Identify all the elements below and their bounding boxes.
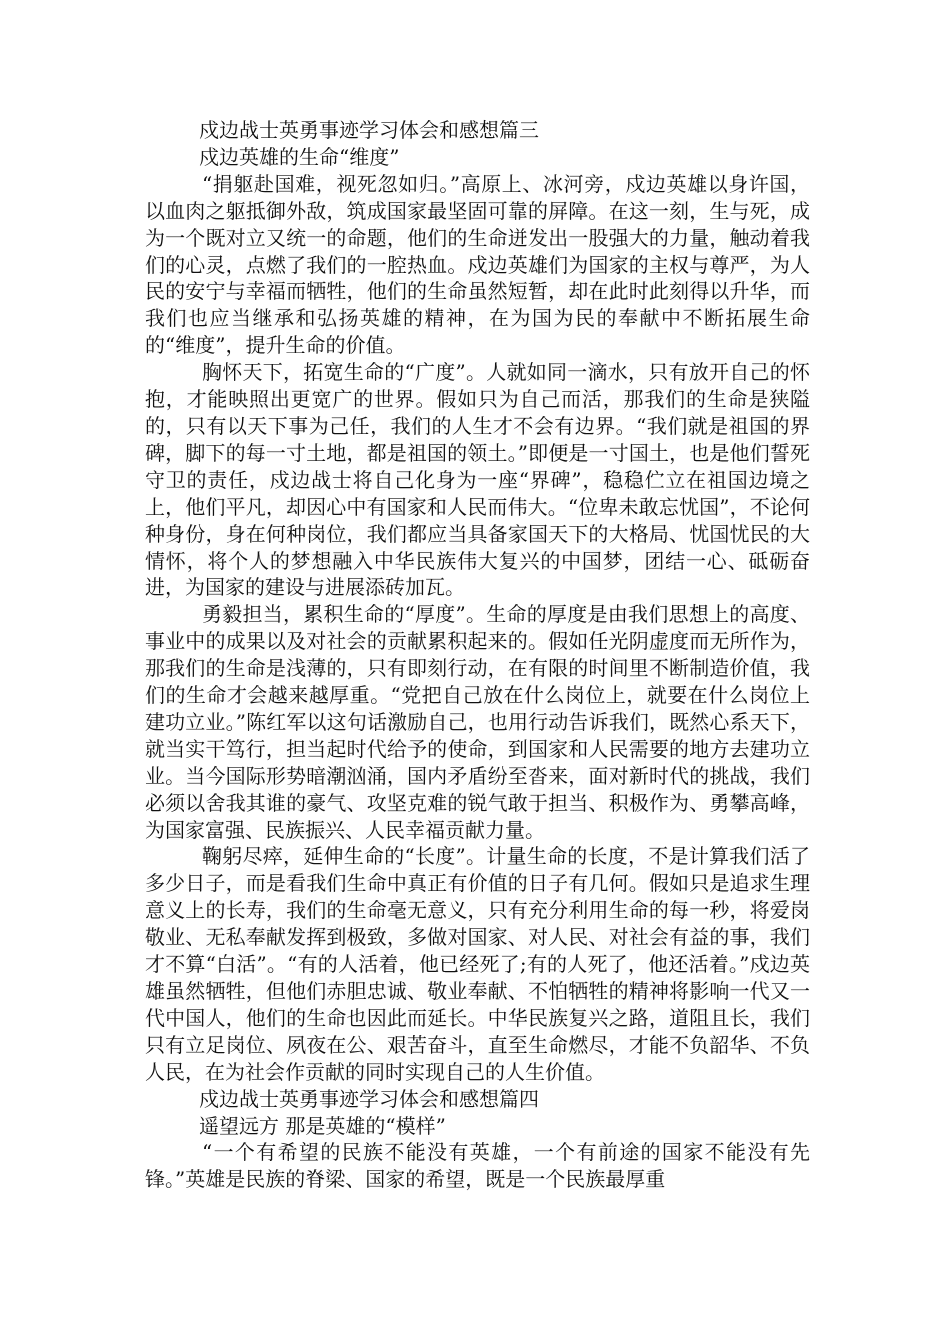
document-body (145, 117, 810, 1193)
paragraph-thickness: 勇毅担当，累积生命的“厚度”。生命的厚度是由我们思想上的高度、事业中的成果以及对社会的贡献累积起来的。假如任光阴虚度而无所作为，那我们的生命是浅薄的，只有即刻行动，在有限的时间里不断制造价值，我们的生命才会越来越厚重。“党把自己放在什么岗位上，就要在什么岗位上建功立业。”陈红军以这句话激励自己，也用行动告诉我们，既然心系天下，就当实干笃行，担当起时代给予的使命，到国家和人民需要的地方去建功立业。当今国际形势暗潮汹涌，国内矛盾纷至沓来，面对新时代的挑战，我们必须以舍我其谁的豪气、攻坚克难的锐气敢于担当、积极作为、勇攀高峰，为国家富强、民族振兴、人民幸福贡献力量。 (145, 602, 810, 842)
section-title-part-three: 戍边战士英勇事迹学习体会和感想篇三 (199, 118, 539, 142)
paragraph-breadth: 胸怀天下，拓宽生命的“广度”。人就如同一滴水，只有放开自己的怀抱，才能映照出更宽广的世界。假如只为自己而活，那我们的生命是狭隘的，只有以天下事为己任，我们的人生才不会有边界。“我们就是祖国的界碑，脚下的每一寸土地，都是祖国的领土。”即便是一寸国土，也是他们誓死守卫的责任，戍边战士将自己化身为一座“界碑”，稳稳伫立在祖国边境之上，他们平凡，却因心中有国家和人民而伟大。“位卑未敢忘忧国”，不论何种身份，身在何种岗位，我们都应当具备家国天下的大格局、忧国忧民的大情怀，将个人的梦想融入中华民族伟大复兴的中国梦，团结一心、砥砺奋进，为国家的建设与进展添砖加瓦。 (145, 360, 810, 600)
essay-title-hero-image: 遥望远方 那是英雄的“模样” (199, 1113, 446, 1138)
section-title-part-four: 戍边战士英勇事迹学习体会和感想篇四 (199, 1086, 539, 1111)
paragraph-hero-intro: “一个有希望的民族不能没有英雄，一个有前途的国家不能没有先锋。”英雄是民族的脊梁、国家的希望，既是一个民族最厚重 (145, 1140, 810, 1192)
paragraph-length: 鞠躬尽瘁，延伸生命的“长度”。计量生命的长度，不是计算我们活了多少日子，而是看我们生命中真正有价值的日子有几何。假如只是追求生理意义上的长寿，我们的生命毫无意义，只有充分利用生命的每一秒，将爱岗敬业、无私奉献发挥到极致，多做对国家、对人民、对社会有益的事，我们才不算“白活”。“有的人活着，他已经死了;有的人死了，他还活着。”戍边英雄虽然牺牲，但他们赤胆忠诚、敬业奉献、不怕牺牲的精神将影响一代又一代中国人，他们的生命也因此而延长。中华民族复兴之路，道阻且长，我们只有立足岗位、夙夜在公、艰苦奋斗，直至生命燃尽，才能不负韶华、不负人民，在为社会作贡献的同时实现自己的人生价值。 (145, 844, 810, 1084)
paragraph-intro: “捐躯赴国难，视死忽如归。”高原上、冰河旁，戍边英雄以身许国，以血肉之躯抵御外敌，筑成国家最坚固可靠的屏障。在这一刻，生与死，成为一个既对立又统一的命题，他们的生命迸发出一股强大的力量，触动着我们的心灵，点燃了我们的一腔热血。戍边英雄们为国家的主权与尊严，为人民的安宁与幸福而牺牲，他们的生命虽然短暂，却在此时此刻得以升华，而我们也应当继承和弘扬英雄的精神，在为国为民的奉献中不断拓展生命的“维度”，提升生命的价值。 (145, 171, 810, 358)
essay-title-life-dimension: 戍边英雄的生命“维度” (199, 144, 400, 169)
